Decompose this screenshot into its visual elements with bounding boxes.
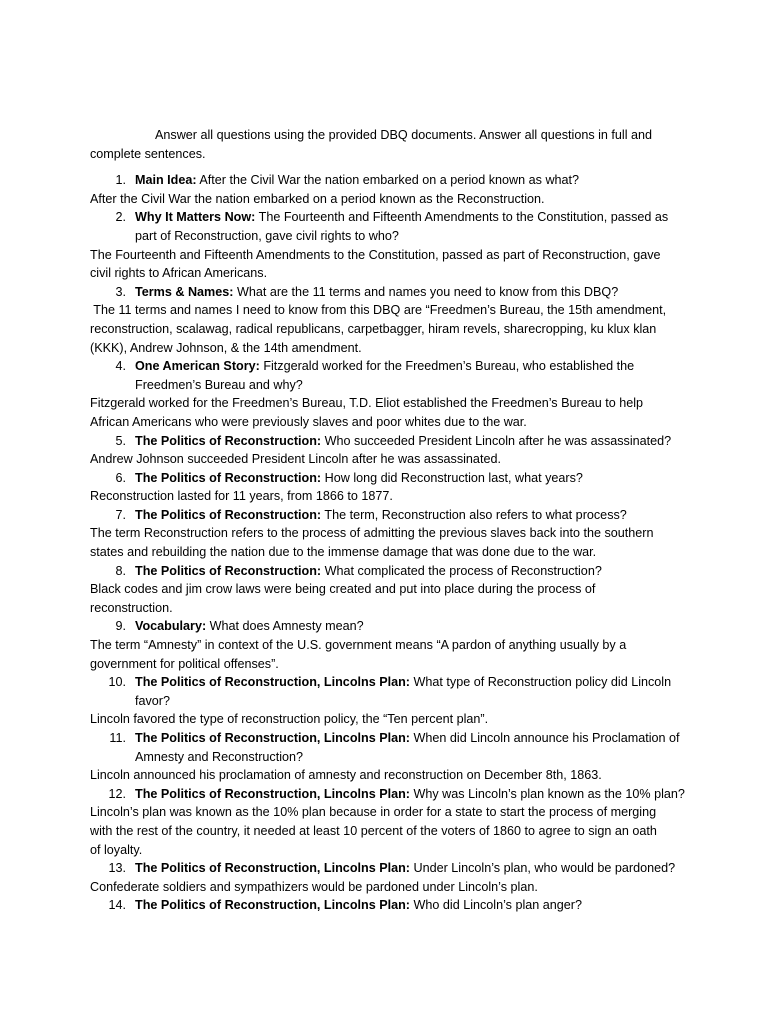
answer-line: After the Civil War the nation embarked on a period known as the Reconstruction. <box>90 191 545 206</box>
question-number: 3. <box>115 284 126 299</box>
question-text: What type of Reconstruction policy did Lincoln favor? <box>135 675 672 708</box>
question-number: 7. <box>115 507 126 522</box>
question-text: What does Amnesty mean? <box>209 619 364 634</box>
question-item <box>90 859 690 878</box>
question-label: Terms & Names: <box>135 284 234 299</box>
answer-text <box>90 301 690 357</box>
question-item <box>90 617 690 636</box>
answer-text <box>90 394 690 431</box>
answer-line: Reconstruction lasted for 11 years, from 1866 to 1877. <box>90 489 393 504</box>
answer-line: reconstruction. <box>90 600 173 615</box>
question-text: After the Civil War the nation embarked on a period known as what? <box>199 173 580 188</box>
question-label: The Politics of Reconstruction, Lincolns Plan: <box>135 898 410 913</box>
question-label: The Politics of Reconstruction, Lincolns Plan: <box>135 786 410 801</box>
answer-line: The term “Amnesty” in context of the U.S. government means “A pardon of anything usually by a <box>90 638 627 653</box>
question-text: What complicated the process of Reconstruction? <box>324 563 602 578</box>
question-number: 9. <box>115 619 126 634</box>
question-text: The term, Reconstruction also refers to what process? <box>324 507 627 522</box>
question-number: 13. <box>108 861 126 876</box>
answer-line: Andrew Johnson succeeded President Lincoln after he was assassinated. <box>90 452 501 467</box>
question-label: The Politics of Reconstruction: <box>135 563 322 578</box>
question-label: The Politics of Reconstruction, Lincolns Plan: <box>135 731 410 745</box>
question-item <box>90 208 690 245</box>
answer-text <box>90 710 690 729</box>
question-item <box>90 673 690 710</box>
question-item <box>90 283 690 302</box>
instructions-line: complete sentences. <box>90 146 206 161</box>
question-number: 11. <box>109 731 126 745</box>
question-item <box>90 562 690 581</box>
answer-line: Black codes and jim crow laws were being created and put into place during the process of <box>90 582 596 597</box>
answer-line: civil rights to African Americans. <box>90 266 268 281</box>
question-label: The Politics of Reconstruction, Lincolns Plan: <box>135 675 410 690</box>
question-text: When did Lincoln announce his Proclamation of Amnesty and Reconstruction? <box>135 731 680 764</box>
question-text: Who did Lincoln’s plan anger? <box>413 898 582 913</box>
answer-line: Lincoln announced his proclamation of amnesty and reconstruction on December 8th, 1863. <box>90 768 602 783</box>
question-label: Main Idea: <box>135 173 197 188</box>
answer-line: reconstruction, scalawag, radical republicans, carpetbagger, hiram revels, sharecropping, ku klux klan <box>90 321 657 336</box>
question-label: The Politics of Reconstruction: <box>135 507 322 522</box>
answer-line: Lincoln favored the type of reconstruction policy, the “Ten percent plan”. <box>90 712 489 727</box>
question-text: Under Lincoln’s plan, who would be pardoned? <box>413 861 676 876</box>
answer-text <box>90 487 690 506</box>
answer-text <box>90 580 690 617</box>
answer-line: The Fourteenth and Fifteenth Amendments to the Constitution, passed as part of Reconstruction, gave <box>90 247 661 262</box>
instructions-line: Answer all questions using the provided DBQ documents. Answer all questions in full and <box>155 128 653 142</box>
answer-line: Fitzgerald worked for the Freedmen’s Bureau, T.D. Eliot established the Freedmen’s Bureau to help <box>90 396 644 411</box>
question-text: What are the 11 terms and names you need to know from this DBQ? <box>236 284 619 299</box>
answer-line: The 11 terms and names I need to know from this DBQ are “Freedmen’s Bureau, the 15th amendment, <box>90 303 667 318</box>
answer-text <box>90 190 690 209</box>
question-label: One American Story: <box>135 359 260 374</box>
question-label: The Politics of Reconstruction, Lincolns Plan: <box>135 861 410 876</box>
answer-line: Confederate soldiers and sympathizers would be pardoned under Lincoln’s plan. <box>90 879 538 894</box>
answer-line: African Americans who were previously slaves and poor whites due to the war. <box>90 414 527 429</box>
answer-line: (KKK), Andrew Johnson, & the 14th amendment. <box>90 340 362 355</box>
question-text: The Fourteenth and Fifteenth Amendments to the Constitution, passed as part of Reconstruction, gave civil rights to who? <box>135 210 669 243</box>
answer-text <box>90 878 690 897</box>
question-item <box>90 785 690 804</box>
question-number: 8. <box>115 563 126 578</box>
question-number: 1. <box>115 173 126 188</box>
document-page <box>90 126 690 915</box>
answer-text <box>90 766 690 785</box>
answer-line: government for political offenses”. <box>90 656 279 671</box>
answer-line: Lincoln’s plan was known as the 10% plan because in order for a state to start the process of merging <box>90 805 657 820</box>
question-item <box>90 357 690 394</box>
question-number: 4. <box>115 359 126 374</box>
answer-text <box>90 524 690 561</box>
question-number: 10. <box>108 675 126 690</box>
question-number: 2. <box>115 210 126 225</box>
question-item <box>90 432 690 451</box>
question-text: How long did Reconstruction last, what years? <box>324 470 583 485</box>
question-number: 6. <box>115 470 126 485</box>
answer-line: The term Reconstruction refers to the process of admitting the previous slaves back into the southern <box>90 526 654 541</box>
question-text: Fitzgerald worked for the Freedmen’s Bureau, who established the Freedmen’s Bureau and why? <box>135 359 635 392</box>
answer-text <box>90 803 690 859</box>
question-item <box>90 506 690 525</box>
question-text: Why was Lincoln’s plan known as the 10% plan? <box>413 786 685 801</box>
instructions <box>90 126 690 163</box>
question-number: 5. <box>115 433 126 448</box>
answer-line: with the rest of the country, it needed at least 10 percent of the voters of 1860 to agree to sign an oath <box>90 823 657 838</box>
question-item <box>90 171 690 190</box>
question-label: Why It Matters Now: <box>135 210 256 225</box>
answer-text <box>90 450 690 469</box>
question-item <box>90 469 690 488</box>
question-number: 12. <box>108 786 126 801</box>
answer-line: states and rebuilding the nation due to the immense damage that was done due to the war. <box>90 545 597 560</box>
question-number: 14. <box>108 898 126 913</box>
question-text: Who succeeded President Lincoln after he was assassinated? <box>324 433 672 448</box>
question-item <box>90 729 690 766</box>
answer-text <box>90 636 690 673</box>
answer-line: of loyalty. <box>90 842 143 857</box>
question-label: The Politics of Reconstruction: <box>135 433 322 448</box>
question-label: The Politics of Reconstruction: <box>135 470 322 485</box>
answer-text <box>90 246 690 283</box>
question-item <box>90 896 690 915</box>
question-label: Vocabulary: <box>135 619 207 634</box>
question-list <box>90 171 690 915</box>
